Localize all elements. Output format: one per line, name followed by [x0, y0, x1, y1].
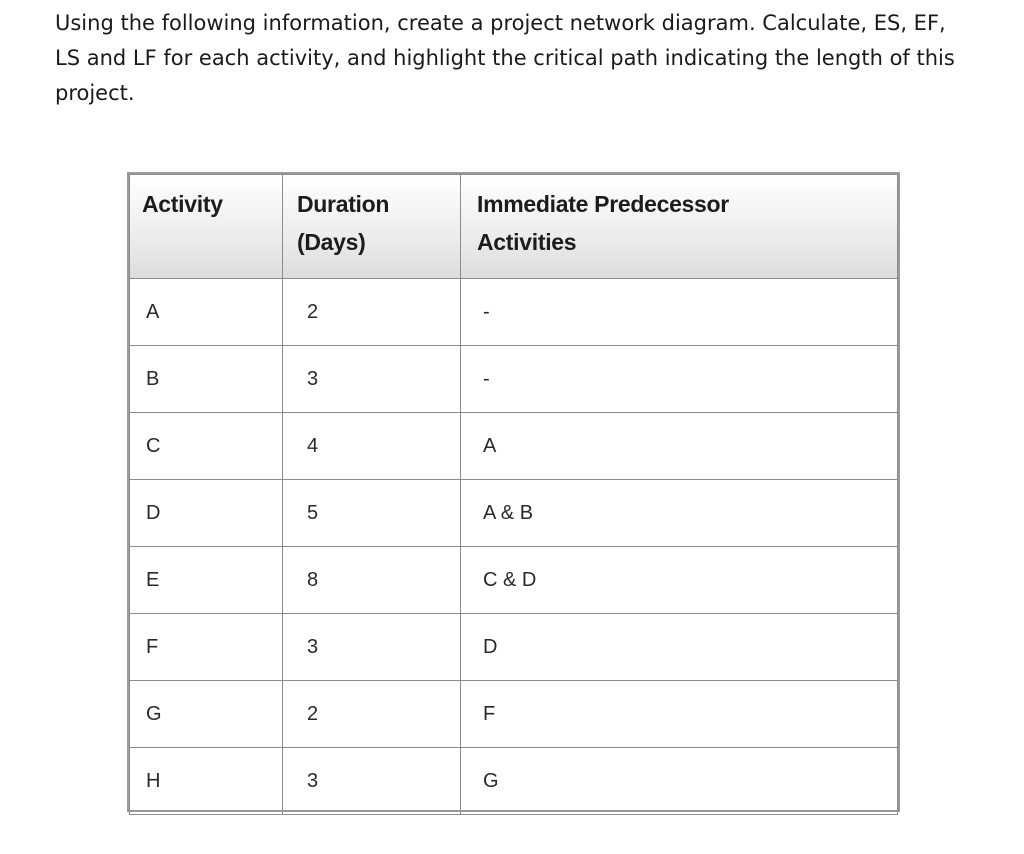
cell-predecessor: - — [461, 279, 898, 346]
table-row — [130, 480, 898, 547]
header-predecessor-line1: Immediate Predecessor — [477, 191, 729, 217]
table-row — [130, 413, 898, 480]
cell-duration: 8 — [283, 547, 461, 614]
header-activity — [130, 175, 283, 279]
question-text: Using the following information, create a project network diagram. Calculate, ES, EF, LS and LF for each activity, and highlight the critical path indicating the length of this project. — [55, 11, 955, 105]
cell-activity: B — [130, 346, 283, 413]
cell-predecessor: A — [461, 413, 898, 480]
table-row — [130, 748, 898, 815]
header-duration-line1: Duration — [297, 191, 390, 217]
activity-table-grid — [129, 174, 898, 815]
header-duration-line2: (Days) — [297, 229, 366, 255]
cell-duration: 3 — [283, 748, 461, 815]
cell-predecessor: A & B — [461, 480, 898, 547]
header-activity-label: Activity — [142, 191, 223, 217]
cell-activity: C — [130, 413, 283, 480]
activity-table — [127, 172, 900, 812]
cell-predecessor: F — [461, 681, 898, 748]
cell-predecessor: D — [461, 614, 898, 681]
table-row — [130, 346, 898, 413]
cell-activity: F — [130, 614, 283, 681]
cell-activity: H — [130, 748, 283, 815]
cell-predecessor: - — [461, 346, 898, 413]
cell-duration: 3 — [283, 614, 461, 681]
cell-predecessor: G — [461, 748, 898, 815]
table-row — [130, 547, 898, 614]
table-row — [130, 279, 898, 346]
cell-activity: E — [130, 547, 283, 614]
cell-duration: 2 — [283, 681, 461, 748]
table-row — [130, 614, 898, 681]
cell-duration: 3 — [283, 346, 461, 413]
cell-duration: 4 — [283, 413, 461, 480]
cell-duration: 5 — [283, 480, 461, 547]
table-header-row — [130, 175, 898, 279]
table-row — [130, 681, 898, 748]
cell-predecessor: C & D — [461, 547, 898, 614]
cell-duration: 2 — [283, 279, 461, 346]
cell-activity: A — [130, 279, 283, 346]
header-duration — [283, 175, 461, 279]
header-predecessor — [461, 175, 898, 279]
cell-activity: D — [130, 480, 283, 547]
header-predecessor-line2: Activities — [477, 229, 577, 255]
cell-activity: G — [130, 681, 283, 748]
